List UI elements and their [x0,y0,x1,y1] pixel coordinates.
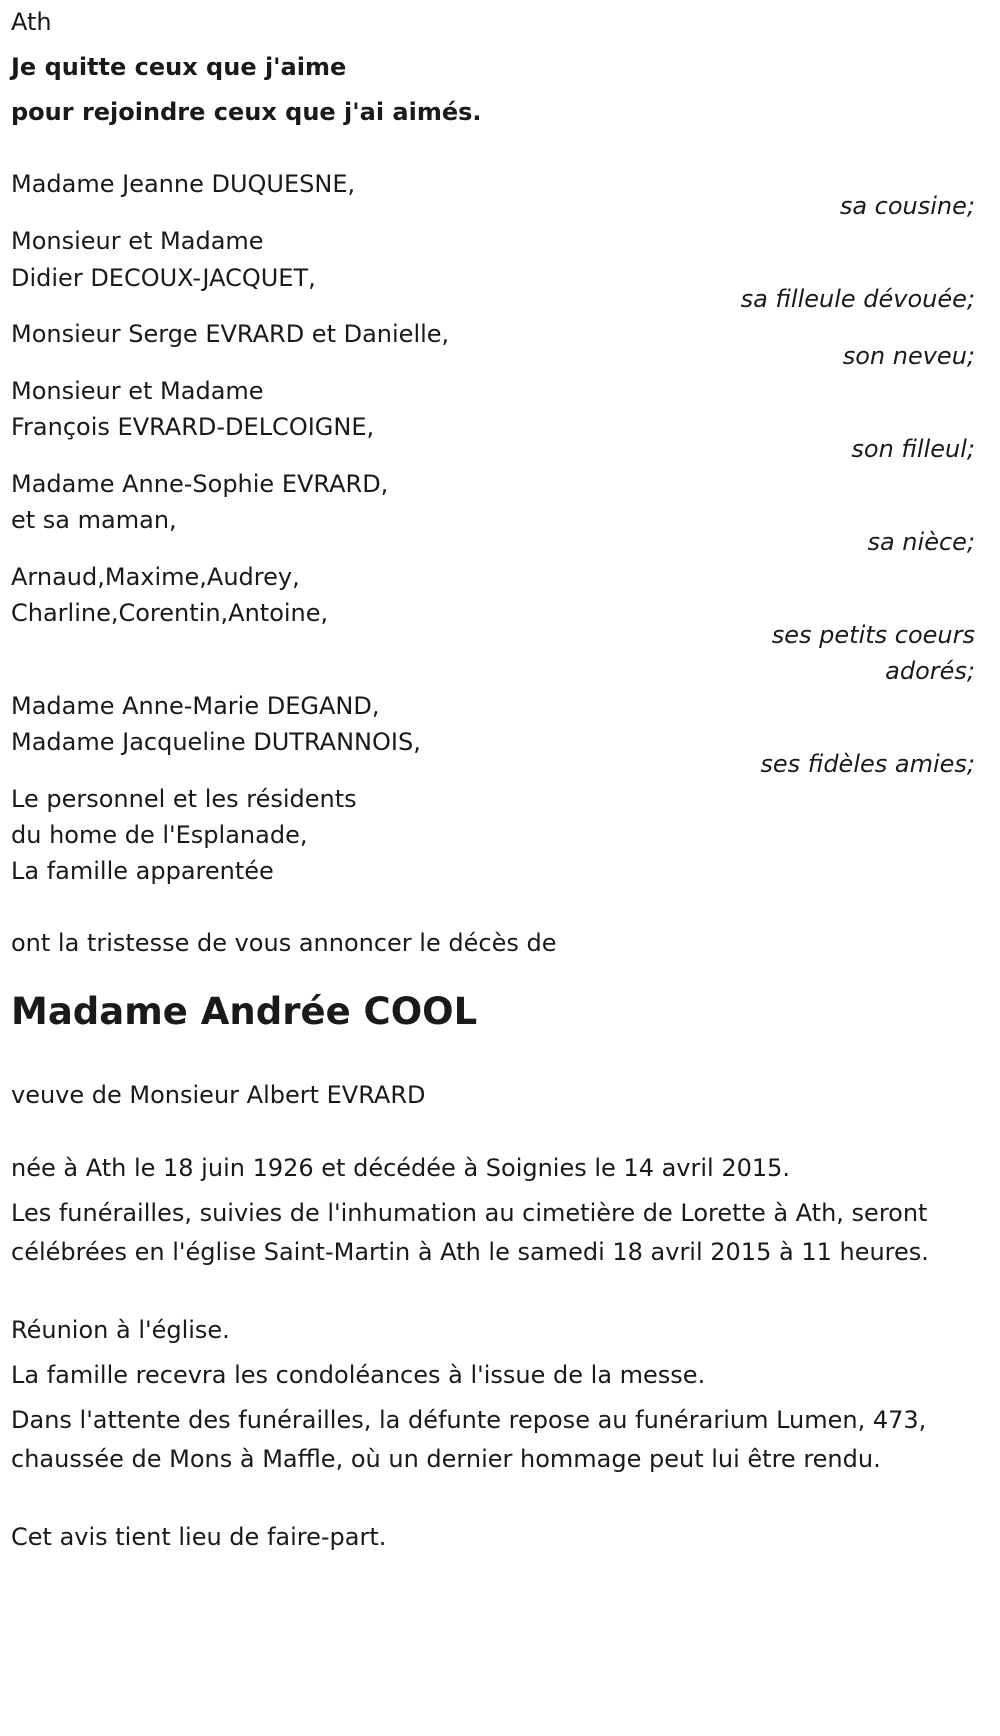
mourner-line: Monsieur et Madame [11,377,264,405]
mourner-relation: sa cousine; [839,192,975,220]
mourner-relation: son neveu; [842,342,975,370]
mourner-line: du home de l'Esplanade, [11,821,308,849]
mourner-relation: ses fidèles amies; [760,750,975,778]
funeral-details: Les funérailles, suivies de l'inhumation au cimetière de Lorette à Ath, seront célébrées en l'église Saint-Martin à Ath le samedi 18 avril 2015 à 11 heures. [11,1199,929,1266]
announcement-text: ont la tristesse de vous annoncer le décès de [11,929,557,957]
widow-of-text: veuve de Monsieur Albert EVRARD [11,1081,426,1109]
mourner-relation: sa nièce; [867,528,975,556]
mourner-relation: ses petits coeurs [771,621,975,649]
birth-death-text: née à Ath le 18 juin 1926 et décédée à Soignies le 14 avril 2015. [11,1154,791,1182]
funerarium-details: Dans l'attente des funérailles, la défunte repose au funérarium Lumen, 473, chaussée de Mons à Maffle, où un dernier hommage peut lui être rendu. [11,1406,927,1473]
mourner-relation: adorés; [885,657,975,685]
mourner-line: Le personnel et les résidents [11,785,357,813]
mourner-line: Madame Anne-Marie DEGAND, [11,692,380,720]
condolences-note: La famille recevra les condoléances à l'issue de la messe. [11,1361,706,1389]
deceased-name: Madame Andrée COOL [11,990,478,1033]
quote-line-1: Je quitte ceux que j'aime [11,53,347,81]
mourner-line: Madame Jeanne DUQUESNE, [11,170,356,198]
mourner-line: Charline,Corentin,Antoine, [11,599,329,627]
mourner-line: Monsieur et Madame [11,227,264,255]
notice-footer: Cet avis tient lieu de faire-part. [11,1523,387,1551]
quote-line-2: pour rejoindre ceux que j'ai aimés. [11,98,482,126]
mourner-relation: sa filleule dévouée; [740,285,975,313]
mourner-relation: son filleul; [851,435,975,463]
mourner-line: Monsieur Serge EVRARD et Danielle, [11,320,450,348]
mourner-line: Arnaud,Maxime,Audrey, [11,563,300,591]
church-gathering: Réunion à l'église. [11,1316,230,1344]
mourner-line: et sa maman, [11,506,177,534]
mourner-line: Didier DECOUX-JACQUET, [11,264,316,292]
city-heading: Ath [11,8,52,36]
mourner-line: Madame Jacqueline DUTRANNOIS, [11,728,421,756]
mourner-line: La famille apparentée [11,857,274,885]
mourner-line: Madame Anne-Sophie EVRARD, [11,470,389,498]
mourner-line: François EVRARD-DELCOIGNE, [11,413,375,441]
